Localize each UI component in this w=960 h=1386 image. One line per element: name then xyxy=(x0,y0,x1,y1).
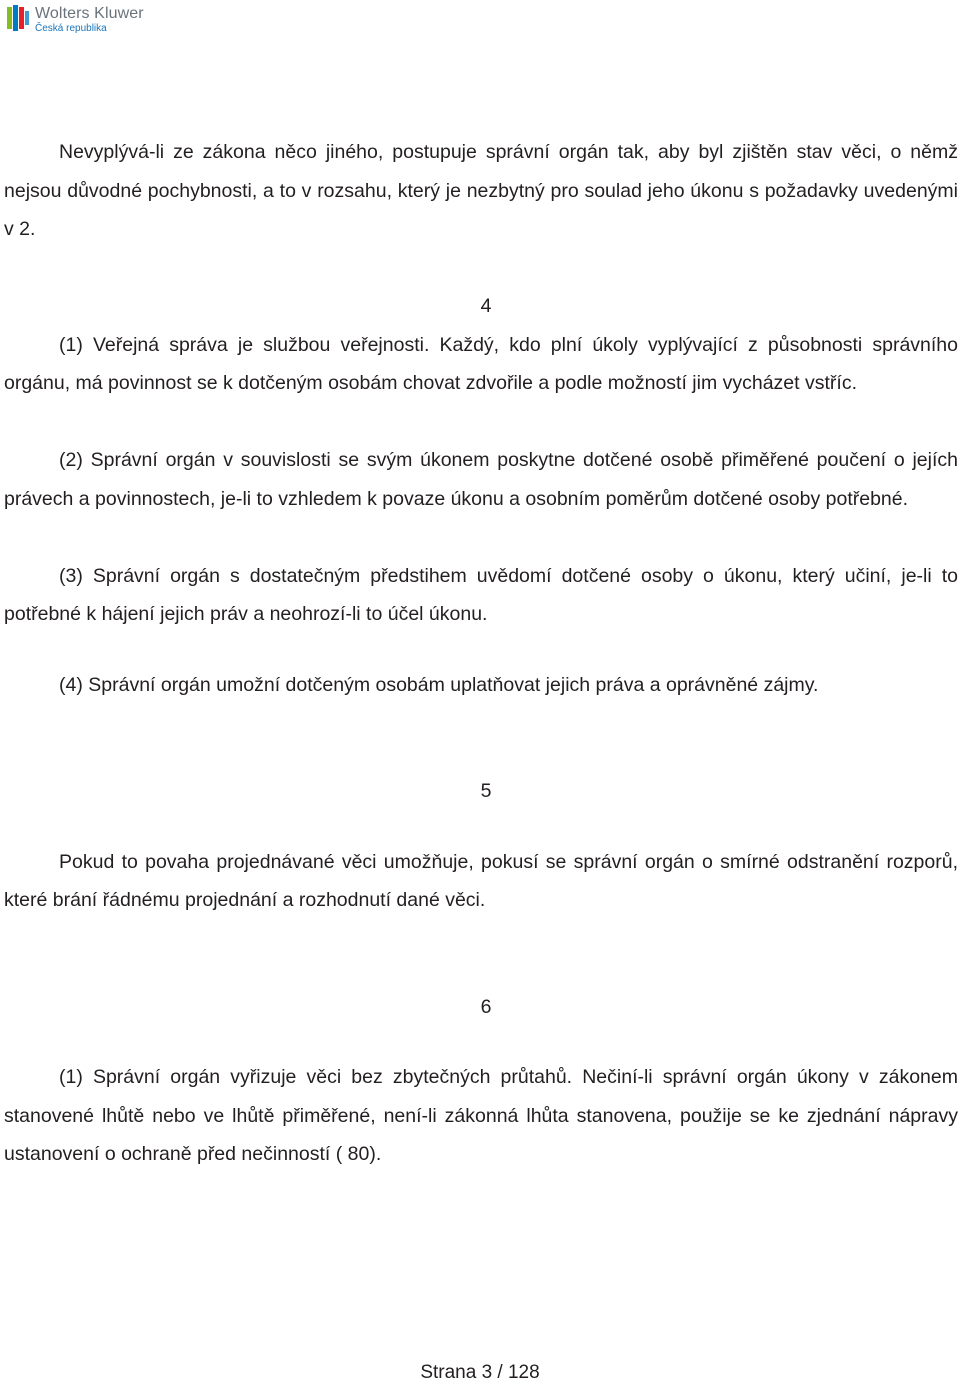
document-body xyxy=(4,133,958,1174)
logo-brand-text: Wolters Kluwer xyxy=(35,5,144,22)
spacer xyxy=(4,704,958,772)
spacer xyxy=(4,249,958,288)
spacer xyxy=(4,1026,958,1058)
section-heading-6: 6 xyxy=(480,995,492,1018)
paragraph-4-1: (1) Veřejná správa je službou veřejnosti. Každý, kdo plní úkoly vyplývající z působnosti správního orgánu, má povinnost se k dotčeným osobám chovat zdvořile a podle možností jim vycházet vstříc. xyxy=(4,333,958,394)
spacer xyxy=(4,920,958,988)
section-heading-4: 4 xyxy=(480,295,492,317)
paragraph-6-1: (1) Správní orgán vyřizuje věci bez zbytečných průtahů. Nečiní-li správní orgán úkony v zákonem stanovené lhůtě nebo ve lhůtě přiměřené, není-li zákonná lhůta stanovena, použije se ke zjednání nápravy ustanovení o ochraně před nečinností ( 80). xyxy=(4,1066,958,1165)
paragraph-4-4: (4) Správní orgán umožní dotčeným osobám uplatňovat jejich práva a oprávněné zájmy. xyxy=(59,673,819,696)
logo-subtitle-text: Česká republika xyxy=(35,23,107,34)
section-heading-5: 5 xyxy=(480,780,492,802)
page-number: Strana 3 / 128 xyxy=(420,1362,540,1383)
paragraph-4-3: (3) Správní orgán s dostatečným předstihem uvědomí dotčené osoby o úkonu, který učiní, je-li to potřebné k hájení jejich práv a neohrozí-li to účel úkonu. xyxy=(4,564,958,625)
publisher-logo xyxy=(4,3,144,35)
wolters-kluwer-mark-icon xyxy=(4,3,30,33)
paragraph-intro: Nevyplývá-li ze zákona něco jiného, postupuje správní orgán tak, aby byl zjištěn stav věci, o němž nejsou důvodné pochybnosti, a to v rozsahu, který je nezbytný pro soulad jeho úkonu s požadavky uvedenými v 2. xyxy=(4,141,958,240)
paragraph-4-2: (2) Správní orgán v souvislosti se svým úkonem poskytne dotčené osobě přiměřené poučení o jejích právech a povinnostech, je-li to vzhledem k povaze úkonu a osobním poměrům dotčené osoby potřebné. xyxy=(4,449,958,510)
spacer xyxy=(4,518,958,557)
spacer xyxy=(4,811,958,843)
spacer xyxy=(4,403,958,442)
spacer xyxy=(4,634,958,666)
paragraph-5: Pokud to povaha projednávané věci umožňuje, pokusí se správní orgán o smírné odstranění rozporů, které brání řádnému projednání a rozhodnutí dané věci. xyxy=(4,850,958,911)
